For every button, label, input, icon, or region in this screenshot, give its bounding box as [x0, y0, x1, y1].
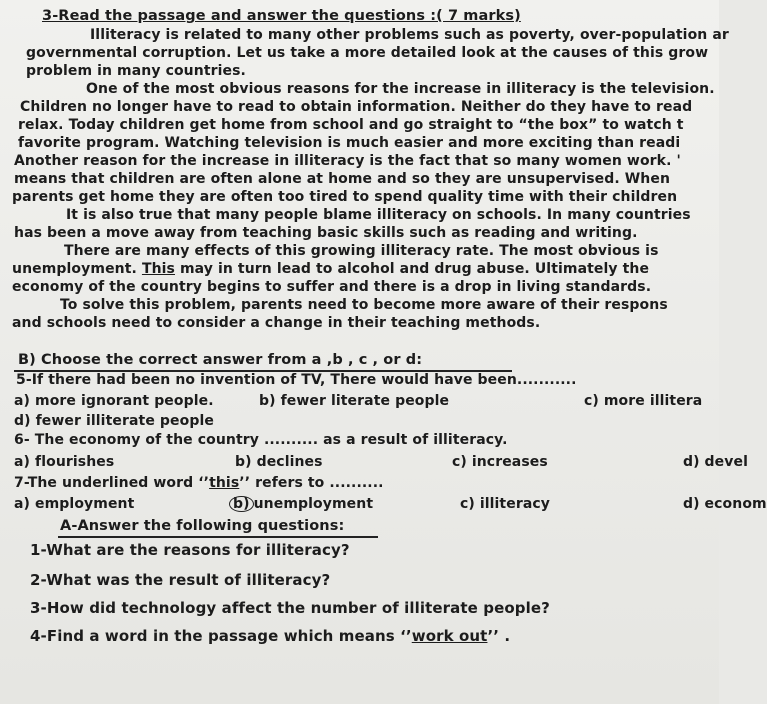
passage-line-7: favorite program. Watching television is much easier and more exciting than readi — [18, 135, 681, 151]
q5-option-c: c) more illitera — [583, 393, 703, 409]
q7-option-c: c) illiteracy — [459, 496, 550, 512]
q7-selected-answer-circle: b) — [229, 496, 254, 512]
passage-line-1: Illiteracy is related to many other problems such as poverty, over-population ar — [90, 27, 729, 43]
q5-option-a: a) more ignorant people. — [14, 393, 214, 409]
passage-line-10: parents get home they are often too tired to spend quality time with their children — [12, 189, 678, 205]
q7-question: 7-The underlined word ‘’this’’ refers to .......... — [14, 475, 384, 491]
passage-line-11: It is also true that many people blame illiteracy on schools. In many countries — [66, 207, 691, 223]
passage-line-17: and schools need to consider a change in their teaching methods. — [12, 315, 541, 331]
passage-line-5: Children no longer have to read to obtain information. Neither do they have to read — [20, 99, 693, 115]
q7-options — [14, 496, 767, 513]
passage-line-9: means that children are often alone at home and so they are unsupervised. When — [14, 171, 671, 187]
section-a-title: A-Answer the following questions: — [60, 518, 345, 534]
q6-option-d: d) devel — [682, 454, 748, 470]
passage-line-12: has been a move away from teaching basic skills such as reading and writing. — [14, 225, 638, 241]
underlined-word-this: This — [141, 261, 175, 277]
q7-option-a: a) employment — [14, 496, 135, 512]
q4-quoted-phrase: work out — [411, 627, 488, 645]
q6-option-a: a) flourishes — [14, 454, 115, 470]
section-a-q2: 2-What was the result of illiteracy? — [30, 571, 331, 589]
passage-line-15: economy of the country begins to suffer and there is a drop in living standards. — [12, 279, 652, 295]
question-heading: 3-Read the passage and answer the questions :( 7 marks) — [42, 8, 521, 24]
passage-line-2: governmental corruption. Let us take a more detailed look at the causes of this grow — [26, 45, 709, 61]
q6-options — [14, 454, 748, 471]
q6-option-b: b) declines — [234, 454, 323, 470]
q5-option-b: b) fewer literate people — [258, 393, 450, 409]
q6-option-c: c) increases — [451, 454, 548, 470]
passage-line-3: problem in many countries. — [26, 63, 246, 79]
q7-option-d: d) econom — [682, 496, 767, 512]
q7-underlined-word: this — [209, 475, 240, 491]
q7-option-b: b) unemployment — [229, 496, 455, 513]
section-a-q1: 1-What are the reasons for illiteracy? — [30, 541, 350, 559]
q5-question: 5-If there had been no invention of TV, There would have been........... — [16, 372, 577, 388]
section-a-q3: 3-How did technology affect the number of illiterate people? — [30, 599, 550, 617]
passage-line-6: relax. Today children get home from school and go straight to “the box” to watch t — [18, 117, 684, 133]
passage-line-13: There are many effects of this growing illiteracy rate. The most obvious is — [64, 243, 659, 259]
section-a-q4: 4-Find a word in the passage which means ‘’work out’’ . — [30, 627, 511, 645]
passage-line-8: Another reason for the increase in illiteracy is the fact that so many women work. ' — [14, 153, 681, 169]
section-a-underline — [58, 536, 378, 538]
section-b-title: B) Choose the correct answer from a ,b , c , or d: — [18, 352, 423, 368]
passage-line-4: One of the most obvious reasons for the increase in illiteracy is the television. — [86, 81, 715, 97]
q5-option-d: d) fewer illiterate people — [14, 413, 214, 429]
q6-question: 6- The economy of the country .......... as a result of illiteracy. — [14, 432, 508, 448]
passage-line-16: To solve this problem, parents need to become more aware of their respons — [60, 297, 668, 313]
passage-line-14: unemployment. This may in turn lead to alcohol and drug abuse. Ultimately the — [12, 261, 650, 277]
q5-options — [14, 393, 702, 410]
